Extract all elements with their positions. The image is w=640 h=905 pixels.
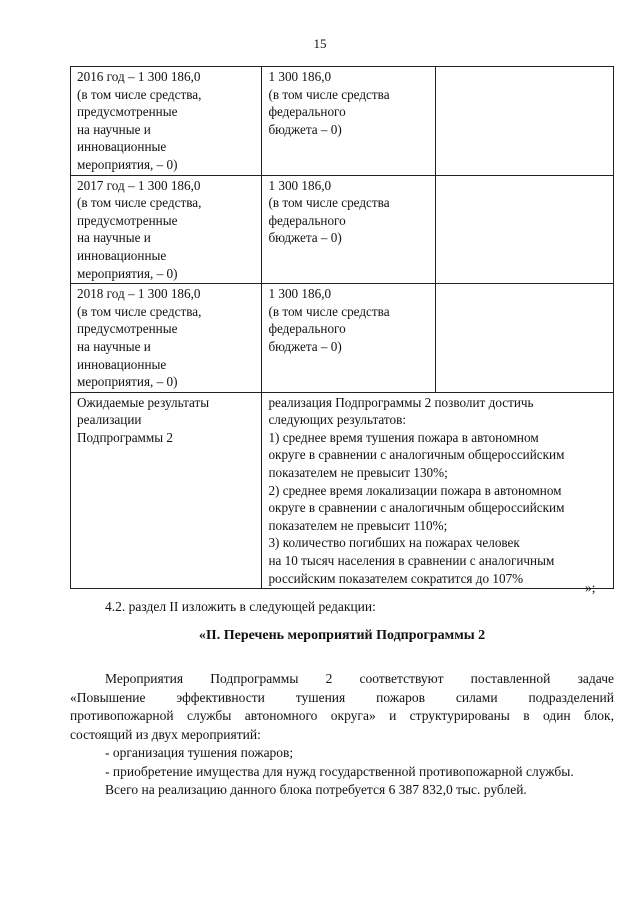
paragraph-line: противопожарной службы автономного округа» и структурированы в один блок, bbox=[70, 708, 614, 723]
table-row bbox=[71, 284, 614, 393]
cell-line: (в том числе средства bbox=[268, 195, 390, 211]
cell-line: на научные и bbox=[77, 121, 151, 137]
cell-line: предусмотренные bbox=[77, 321, 178, 337]
paragraph-line: Мероприятия Подпрограммы 2 соответствуют поставленной задаче bbox=[105, 671, 614, 686]
cell-line: Подпрограммы 2 bbox=[77, 429, 173, 445]
section-heading: «II. Перечень мероприятий Подпрограммы 2 bbox=[198, 628, 486, 643]
page-number: 15 bbox=[313, 36, 327, 51]
cell-line: федерального bbox=[268, 104, 346, 120]
list-item: - организация тушения пожаров; bbox=[105, 745, 294, 760]
table-row bbox=[71, 175, 614, 284]
cell-line: федерального bbox=[268, 212, 346, 228]
cell-line: Ожидаемые результаты bbox=[77, 394, 210, 410]
cell-line: мероприятия, – 0) bbox=[77, 265, 178, 281]
cell-line: бюджета – 0) bbox=[268, 121, 342, 137]
cell-line: (в том числе средства, bbox=[77, 195, 202, 211]
cell-line: бюджета – 0) bbox=[268, 230, 342, 246]
funding-cell bbox=[262, 284, 436, 393]
cell-line: инновационные bbox=[77, 247, 167, 263]
budget-table bbox=[70, 66, 614, 589]
paragraph-line: «Повышение эффективности тушения пожаров силами подразделений bbox=[70, 689, 614, 705]
results-label-cell bbox=[71, 392, 262, 589]
cell-line: 1) среднее время тушения пожара в автономном bbox=[268, 429, 539, 445]
cell-line: 2) среднее время локализации пожара в автономном bbox=[268, 482, 562, 498]
cell-line: на научные и bbox=[77, 338, 151, 354]
cell-line: предусмотренные bbox=[77, 212, 178, 228]
empty-cell bbox=[436, 284, 614, 393]
cell-line: округе в сравнении с аналогичным общероссийским bbox=[268, 447, 565, 463]
cell-line: реализация Подпрограммы 2 позволит достичь bbox=[268, 394, 534, 410]
cell-line: показателем не превысит 110%; bbox=[268, 517, 448, 533]
cell-line: на 10 тысяч населения в сравнении с аналогичным bbox=[268, 553, 555, 569]
cell-line: 3) количество погибших на пожарах человек bbox=[268, 535, 520, 551]
cell-line: 2017 год – 1 300 186,0 bbox=[77, 177, 201, 193]
cell-line: следующих результатов: bbox=[268, 412, 406, 428]
cell-line: (в том числе средства, bbox=[77, 86, 202, 102]
amendment-instruction: 4.2. раздел II изложить в следующей редакции: bbox=[105, 599, 376, 614]
cell-line: предусмотренные bbox=[77, 104, 178, 120]
cell-line: бюджета – 0) bbox=[268, 338, 342, 354]
cell-line: 2018 год – 1 300 186,0 bbox=[77, 286, 201, 302]
cell-line: инновационные bbox=[77, 139, 167, 155]
cell-line: мероприятия, – 0) bbox=[77, 156, 178, 172]
cell-line: 1 300 186,0 bbox=[268, 286, 332, 302]
cell-line: (в том числе средства bbox=[268, 86, 390, 102]
cell-line: округе в сравнении с аналогичным общероссийским bbox=[268, 500, 565, 516]
empty-cell bbox=[436, 175, 614, 284]
cell-line: (в том числе средства bbox=[268, 303, 390, 319]
empty-cell bbox=[436, 67, 614, 176]
list-item: - приобретение имущества для нужд государственной противопожарной службы. bbox=[105, 763, 574, 779]
paragraph-line: состоящий из двух мероприятий: bbox=[70, 726, 261, 742]
cell-line: 1 300 186,0 bbox=[268, 69, 332, 84]
cell-line: федерального bbox=[268, 321, 346, 337]
results-content-cell bbox=[262, 392, 614, 589]
cell-line: инновационные bbox=[77, 356, 167, 372]
cell-line: на научные и bbox=[77, 230, 151, 246]
year-total-cell bbox=[71, 175, 262, 284]
section-body bbox=[70, 670, 614, 800]
cell-line: показателем не превысит 130%; bbox=[268, 465, 448, 481]
year-total-cell bbox=[71, 284, 262, 393]
table-row bbox=[71, 67, 614, 176]
funding-cell bbox=[262, 175, 436, 284]
total-line: Всего на реализацию данного блока потребуется 6 387 832,0 тыс. рублей. bbox=[105, 782, 527, 797]
results-row bbox=[71, 392, 614, 589]
cell-line: реализации bbox=[77, 412, 142, 428]
closing-quote: »; bbox=[585, 580, 596, 595]
cell-line: (в том числе средства, bbox=[77, 303, 202, 319]
cell-line: 2016 год – 1 300 186,0 bbox=[77, 69, 201, 84]
cell-line: 1 300 186,0 bbox=[268, 177, 332, 193]
year-total-cell bbox=[71, 67, 262, 176]
cell-line: российским показателем сократится до 107% bbox=[268, 570, 524, 586]
funding-cell bbox=[262, 67, 436, 176]
cell-line: мероприятия, – 0) bbox=[77, 374, 178, 390]
